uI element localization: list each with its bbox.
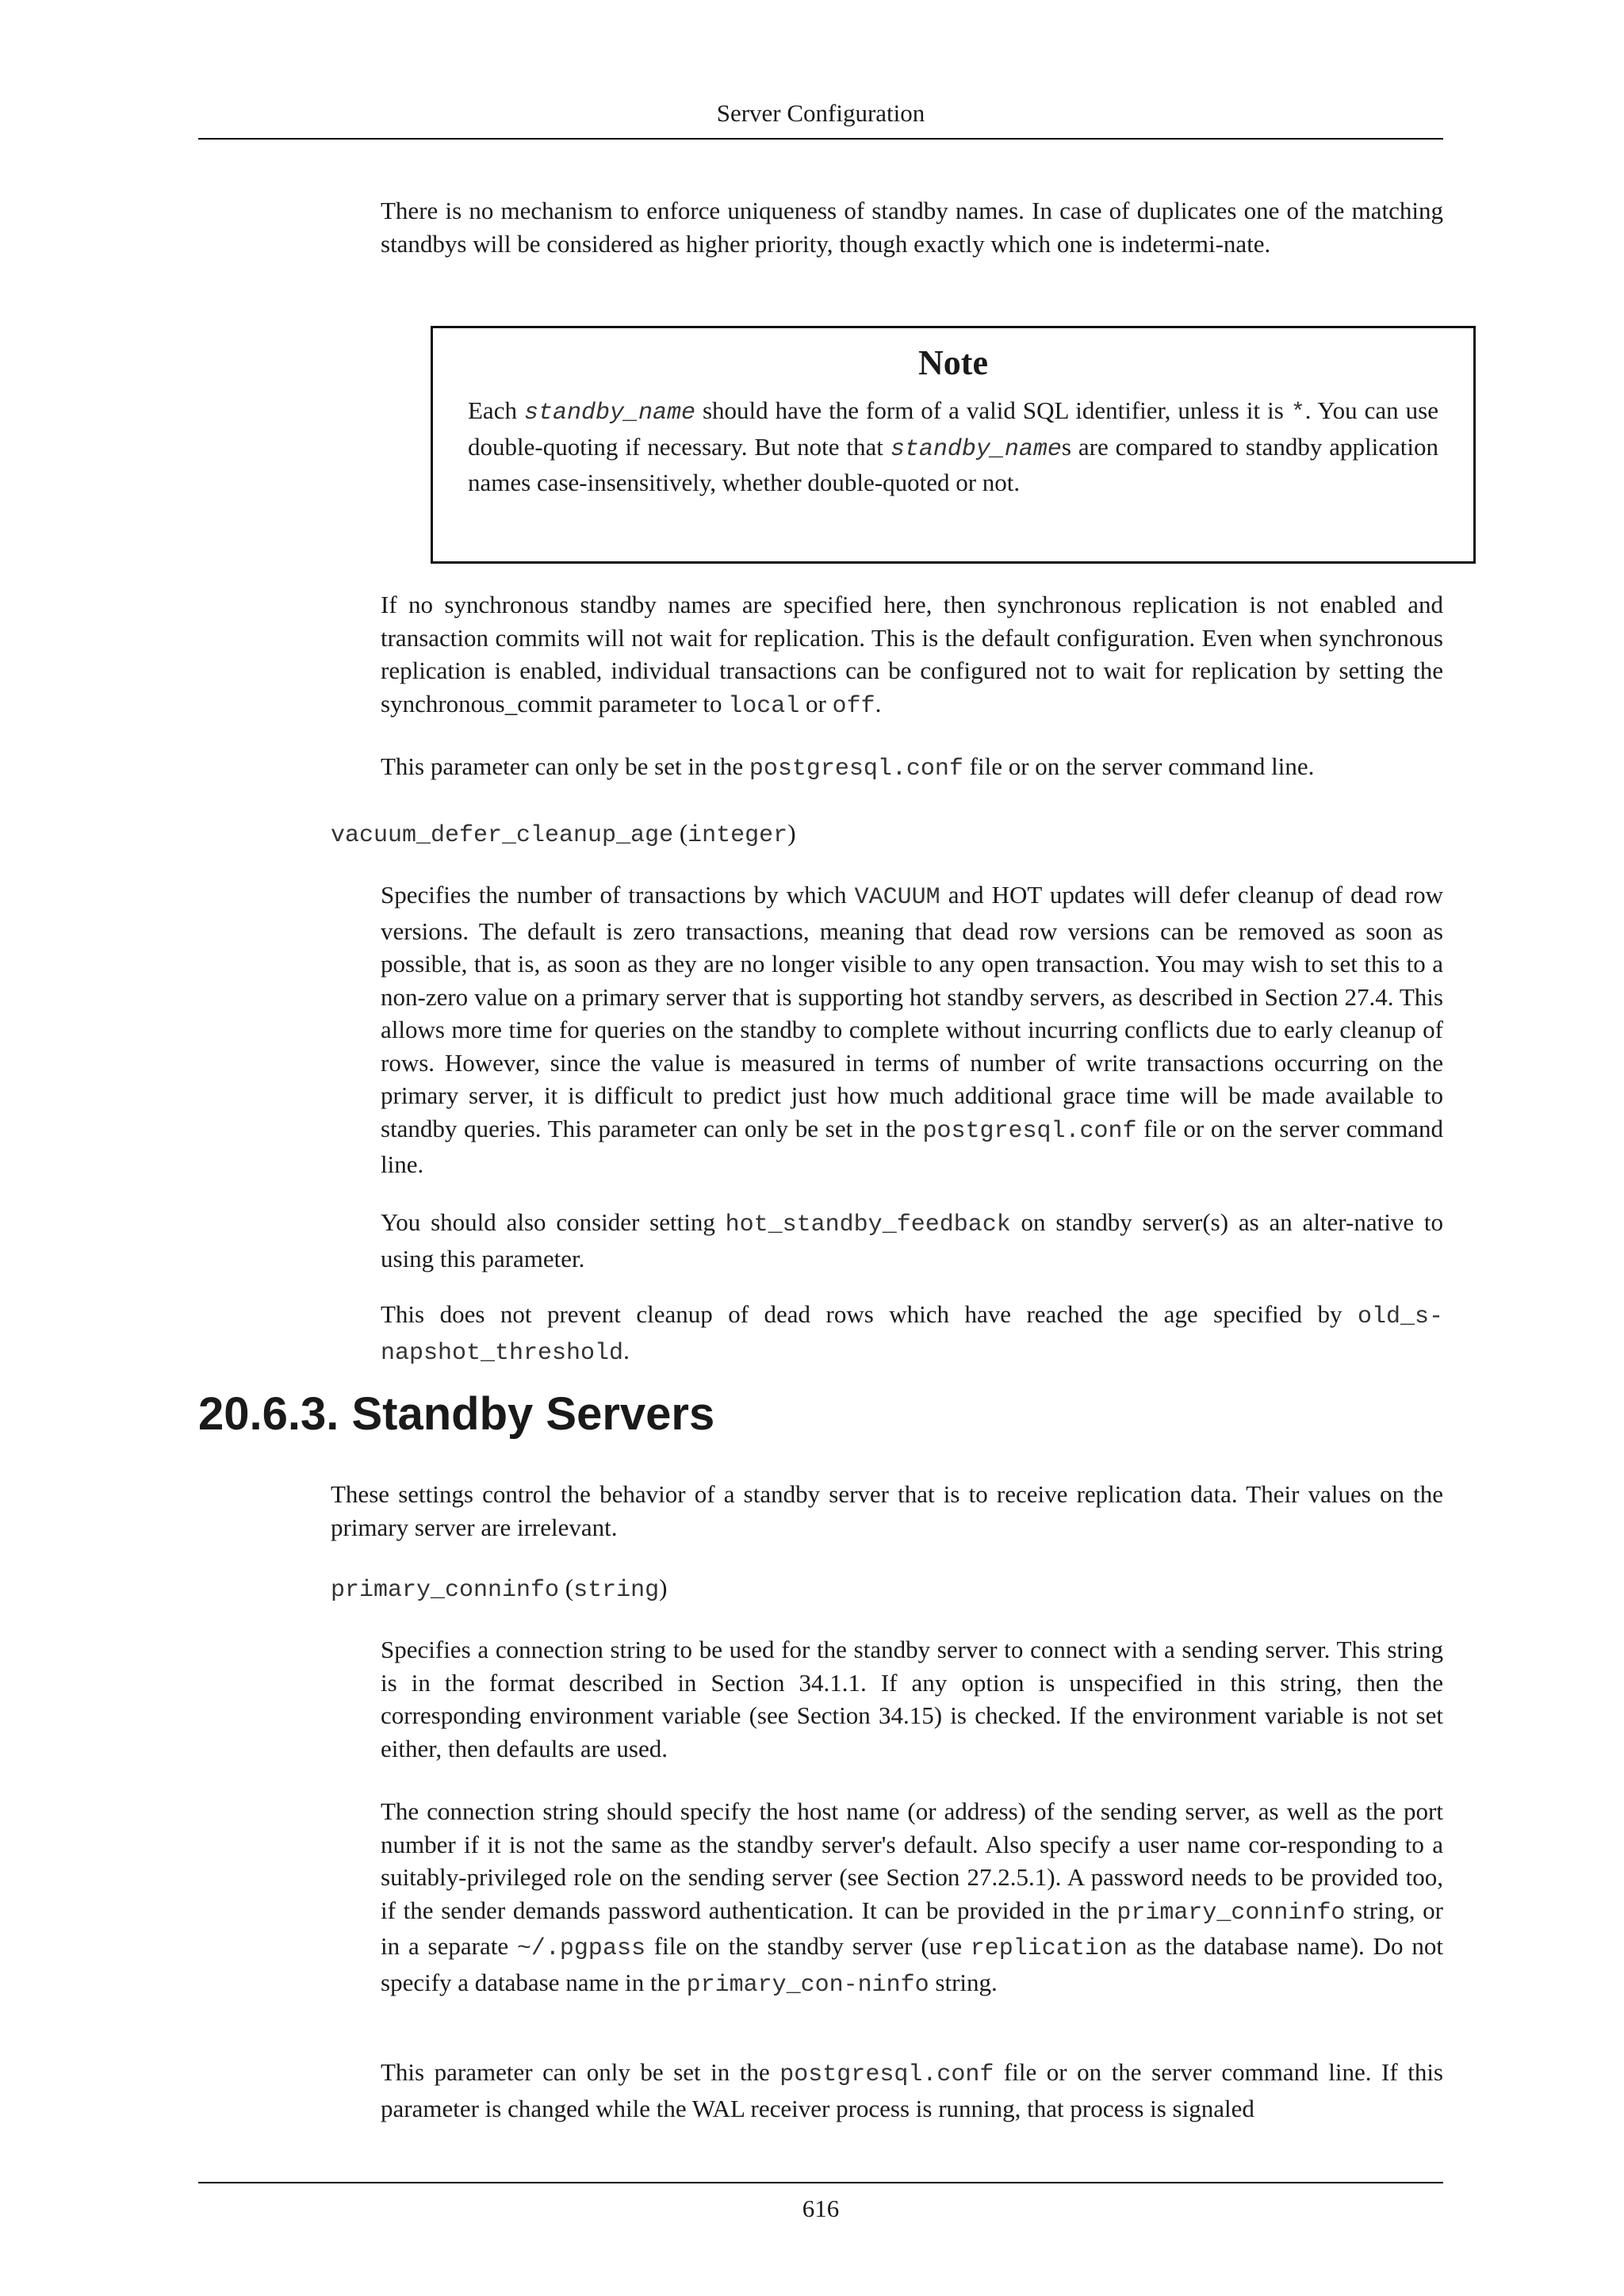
- vacuum-paragraph-2: You should also consider setting hot_standby_feedback on standby server(s) as an alter-native to using this parameter.: [381, 1208, 1444, 1272]
- term-vacuum-defer-cleanup-age: vacuum_defer_cleanup_age (integer): [331, 819, 796, 849]
- vacuum-paragraph-3: This does not prevent cleanup of dead rows which have reached the age specified by old_s-napshot_threshold.: [381, 1300, 1443, 1367]
- code-primary-conninfo-2: primary_con-ninfo: [686, 1971, 929, 1999]
- intro-paragraph: There is no mechanism to enforce uniqueness of standby names. In case of duplicates one of the matching standbys will be considered as higher priority, though exactly which one is indetermi-nate.: [381, 197, 1443, 258]
- code-old-snapshot-threshold: old_s-napshot_threshold: [381, 1303, 1443, 1367]
- conninfo-paragraph-3: This parameter can only be set in the postgresql.conf file or on the server command line. If this parameter is changed while the WAL receiver process is running, that process is signaled: [381, 2058, 1443, 2122]
- param-type: string: [573, 1577, 660, 1604]
- param-name: primary_conninfo: [331, 1577, 560, 1604]
- code-postgresql-conf: postgresql.conf: [779, 2061, 994, 2088]
- header-title: Server Configuration: [716, 99, 925, 127]
- note-box: [431, 326, 1476, 564]
- code-primary-conninfo: primary_conninfo: [1116, 1899, 1346, 1927]
- param-name: vacuum_defer_cleanup_age: [331, 822, 674, 849]
- code-postgresql-conf: postgresql.conf: [922, 1117, 1137, 1145]
- vacuum-paragraph-1: Specifies the number of transactions by which VACUUM and HOT updates will defer cleanup of dead row versions. The default is zero transactions, meaning that dead row versions can be removed as soon as possible, that is, as soon as they are no longer visible to any open transaction. You may wish to set this to a non-zero value on a primary server that is supporting hot standby servers, as described in Section 27.4. This allows more time for queries on the standby to complete without incurring conflicts due to early cleanup of rows. However, since the value is measured in terms of number of write transactions occurring on the primary server, it is difficult to predict just how much additional grace time will be made available to standby queries. This parameter can only be set in the postgresql.conf file or on the server command line.: [381, 881, 1443, 1178]
- code-standby-name-plural: standby_name: [890, 435, 1062, 463]
- page-footer: [198, 2182, 1443, 2223]
- code-off: off: [832, 692, 875, 720]
- code-replication: replication: [970, 1935, 1128, 1962]
- page-number: 616: [802, 2195, 840, 2222]
- conninfo-paragraph-2: The connection string should specify the host name (or address) of the sending server, as well as the port number if it is not the same as the standby server's default. Also specify a user name cor-responding to a suitably-privileged role on the sending server (see Section 27.2.5.1). A password needs to be provided too, if the sender demands password authentication. It can be provided in the primary_conninfo string, or in a separate ~/.pgpass file on the standby server (use replication as the database name). Do not specify a database name in the primary_con-ninfo string.: [381, 1797, 1443, 1999]
- code-pgpass: ~/.pgpass: [516, 1935, 645, 1962]
- section-intro-paragraph: These settings control the behavior of a standby server that is to receive replication data. Their values on the primary server are irrelevant.: [331, 1480, 1443, 1541]
- param-type: integer: [688, 822, 788, 849]
- page-header: [198, 94, 1443, 140]
- code-vacuum: VACUUM: [854, 884, 940, 911]
- code-asterisk: *: [1290, 400, 1305, 427]
- conninfo-paragraph-1: Specifies a connection string to be used for the standby server to connect with a sending server. This string is in the format described in Section 34.1.1. If any option is unspecified in this string, then the corresponding environment variable (see Section 34.15) is checked. If the environment variable is not set either, then defaults are used.: [381, 1636, 1443, 1762]
- code-standby-name: standby_name: [523, 400, 695, 427]
- sync-paragraph: If no synchronous standby names are specified here, then synchronous replication is not enabled and transaction commits will not wait for replication. This is the default configuration. Even when synchronous replication is enabled, individual transactions can be configured not to wait for replication by setting the synchronous_commit parameter to local or off.: [381, 591, 1443, 720]
- code-local: local: [728, 692, 800, 720]
- note-text: Each standby_name should have the form of a valid SQL identifier, unless it is *. You can use double-quoting if necessary. But note that standby_names are compared to standby application names case-insensitively, whether double-quoted or not.: [468, 396, 1438, 496]
- term-primary-conninfo: primary_conninfo (string): [331, 1574, 668, 1604]
- set-paragraph-1: This parameter can only be set in the postgresql.conf file or on the server command line.: [381, 752, 1315, 783]
- code-postgresql-conf: postgresql.conf: [749, 756, 963, 783]
- code-hot-standby-feedback: hot_standby_feedback: [725, 1211, 1011, 1238]
- section-heading: 20.6.3. Standby Servers: [198, 1388, 715, 1440]
- note-title: Note: [918, 343, 988, 382]
